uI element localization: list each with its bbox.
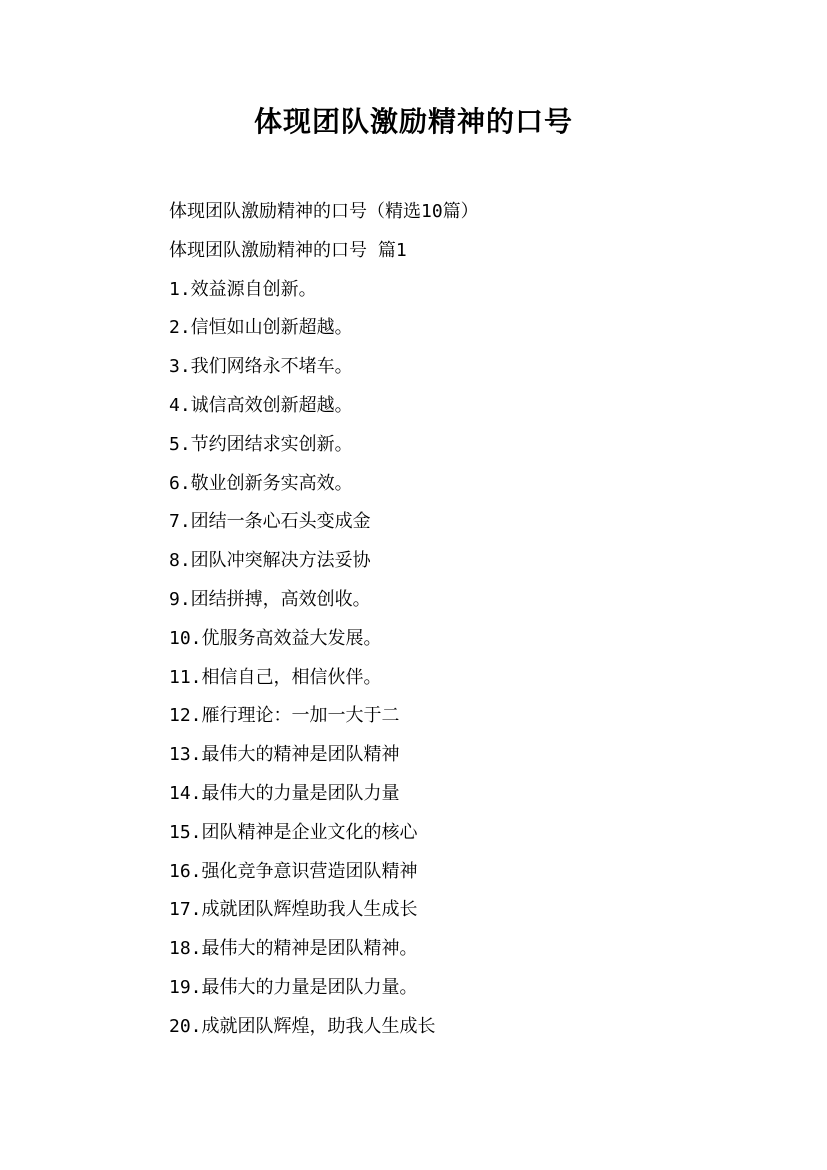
slogan-item: 20.成就团队辉煌，助我人生成长 xyxy=(169,1015,436,1037)
document-title: 体现团队激励精神的口号 xyxy=(253,105,573,138)
slogan-item: 2.信恒如山创新超越。 xyxy=(169,317,353,339)
slogan-item: 19.最伟大的力量是团队力量。 xyxy=(169,976,418,998)
slogan-item: 6.敬业创新务实高效。 xyxy=(169,472,353,494)
slogan-item: 10.优服务高效益大发展。 xyxy=(169,627,382,649)
slogan-item: 14.最伟大的力量是团队力量 xyxy=(169,782,400,804)
document-body xyxy=(169,193,789,1047)
slogan-item: 8.团队冲突解决方法妥协 xyxy=(169,550,371,572)
slogan-item: 18.最伟大的精神是团队精神。 xyxy=(169,938,418,960)
section-heading: 体现团队激励精神的口号 篇1 xyxy=(169,239,407,261)
slogan-item: 13.最伟大的精神是团队精神 xyxy=(169,744,400,766)
slogan-item: 7.团结一条心石头变成金 xyxy=(169,511,371,533)
slogan-item: 11.相信自己，相信伙伴。 xyxy=(169,666,382,688)
document-subtitle: 体现团队激励精神的口号（精选10篇） xyxy=(169,201,479,222)
slogan-item: 1.效益源自创新。 xyxy=(169,278,317,300)
slogan-item: 3.我们网络永不堵车。 xyxy=(169,356,353,378)
slogan-item: 4.诚信高效创新超越。 xyxy=(169,394,353,416)
slogan-item: 16.强化竞争意识营造团队精神 xyxy=(169,860,418,882)
slogan-item: 9.团结拼搏，高效创收。 xyxy=(169,588,371,610)
slogan-item: 17.成就团队辉煌助我人生成长 xyxy=(169,899,418,921)
slogan-item: 12.雁行理论：一加一大于二 xyxy=(169,705,400,727)
slogan-item: 5.节约团结求实创新。 xyxy=(169,433,353,455)
slogan-item: 15.团队精神是企业文化的核心 xyxy=(169,821,418,843)
